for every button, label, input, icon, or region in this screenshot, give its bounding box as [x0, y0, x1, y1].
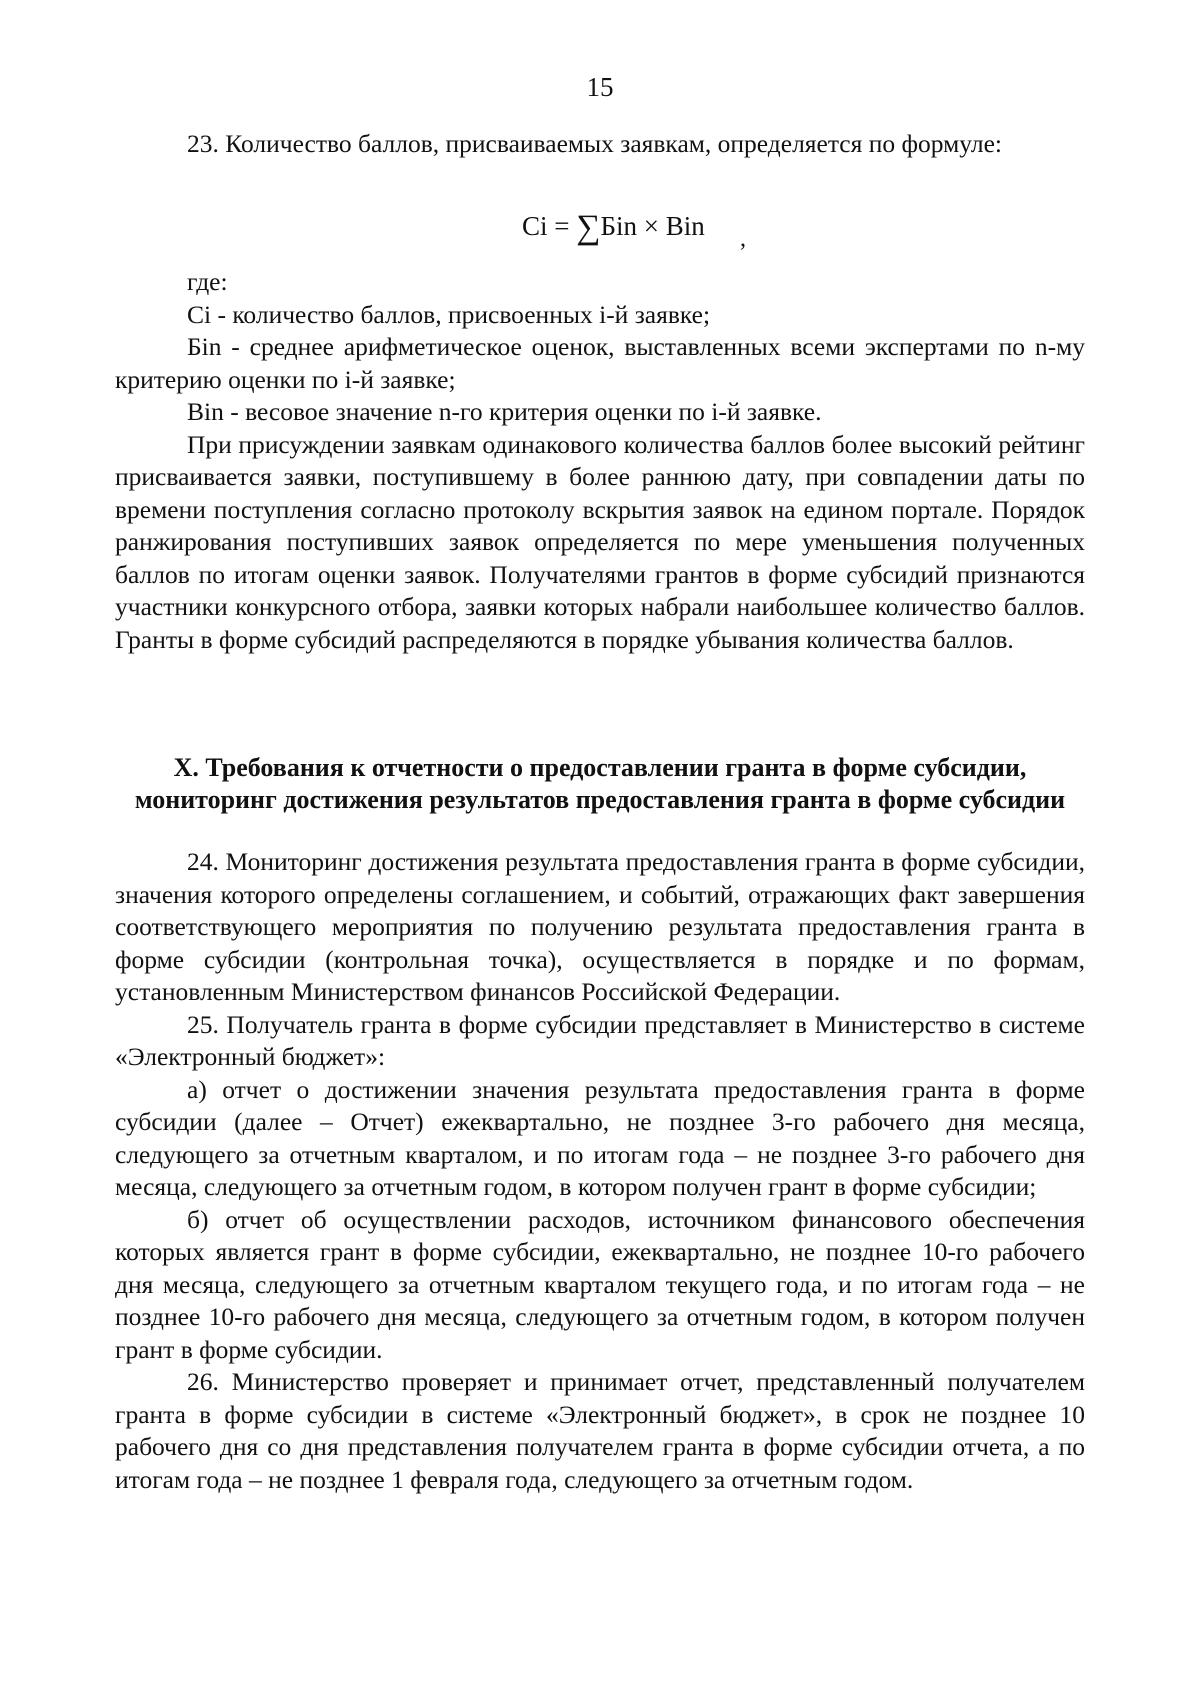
definition-bin: Бin - среднее арифметическое оценок, выставленных всеми экспертами по n-му критерию оценки по i-й заявке; — [115, 332, 1085, 394]
reporting-block — [115, 846, 1085, 1496]
paragraph-26: 26. Министерство проверяет и принимает отчет, представленный получателем гранта в форме субсидии в системе «Электронный бюджет», в срок не позднее 10 рабочего дня со дня представления получателем гранта в форме субсидии отчета, а по итогам года – не позднее 1 февраля года, следующего за отчетным годом. — [115, 1367, 1085, 1494]
definition-where: где: — [187, 267, 228, 296]
definition-vin: Вin - весовое значение n-го критерия оценки по i-й заявке. — [187, 397, 822, 426]
definitions-block — [115, 266, 1085, 656]
paragraph-24: 24. Мониторинг достижения результата предоставления гранта в форме субсидии, значения которого определены соглашением, и событий, отражающих факт завершения соответствующего мероприятия по получению результата предоставления гранта в форме субсидии (контрольная точка), осуществляется в порядке и по формам, установленным Министерством финансов Российской Федерации. — [115, 847, 1085, 1006]
section-heading — [100, 752, 1100, 816]
formula-expression — [522, 206, 705, 244]
paragraph-25-b: б) отчет об осуществлении расходов, источником финансового обеспечения которых является грант в форме субсидии, ежеквартально, не позднее 10-го рабочего дня месяца, следующего за отчетным кварталом текущего года, и по итогам года – не позднее 10-го рабочего дня месяца, следующего за отчетным годом, в котором получен грант в форме субсидии. — [115, 1204, 1085, 1364]
section-heading-line-2: мониторинг достижения результатов предоставления гранта в форме субсидии — [134, 785, 1066, 814]
sigma-symbol: ∑ — [576, 209, 601, 246]
page-number: 15 — [586, 72, 614, 102]
formula-rhs: Бin × Вin — [600, 211, 705, 241]
section-heading-line-1: X. Требования к отчетности о предоставлении гранта в форме субсидии, — [173, 753, 1027, 782]
formula-comma: , — [740, 226, 746, 252]
paragraph-25: 25. Получатель гранта в форме субсидии представляет в Министерство в системе «Электронный бюджет»: — [115, 1009, 1085, 1071]
formula-lhs: Ci = — [522, 211, 577, 241]
intro-block — [115, 128, 1085, 161]
paragraph-25-a: а) отчет о достижении значения результата предоставления гранта в форме субсидии (далее – Отчет) ежеквартально, не позднее 3-го рабочего дня месяца, следующего за отчетным кварталом, и по итогам года – не позднее 3-го рабочего дня месяца, следующего за отчетным годом, в котором получен грант в форме субсидии; — [115, 1074, 1085, 1201]
intro-paragraph: 23. Количество баллов, присваиваемых заявкам, определяется по формуле: — [187, 129, 1003, 158]
definition-ci: Ci - количество баллов, присвоенных i-й заявке; — [187, 299, 711, 329]
ranking-paragraph: При присуждении заявкам одинакового количества баллов более высокий рейтинг присваивается заявки, поступившему в более раннюю дату, при совпадении даты по времени поступления согласно протоколу вскрытия заявок на едином портале. Порядок ранжирования поступивших заявок определяется по мере уменьшения полученных баллов по итогам оценки заявок. Получателями грантов в форме субсидий признаются участники конкурсного отбора, заявки которых набрали наибольшее количество баллов. Гранты в форме субсидий распределяются в порядке убывания количества баллов. — [115, 429, 1085, 654]
